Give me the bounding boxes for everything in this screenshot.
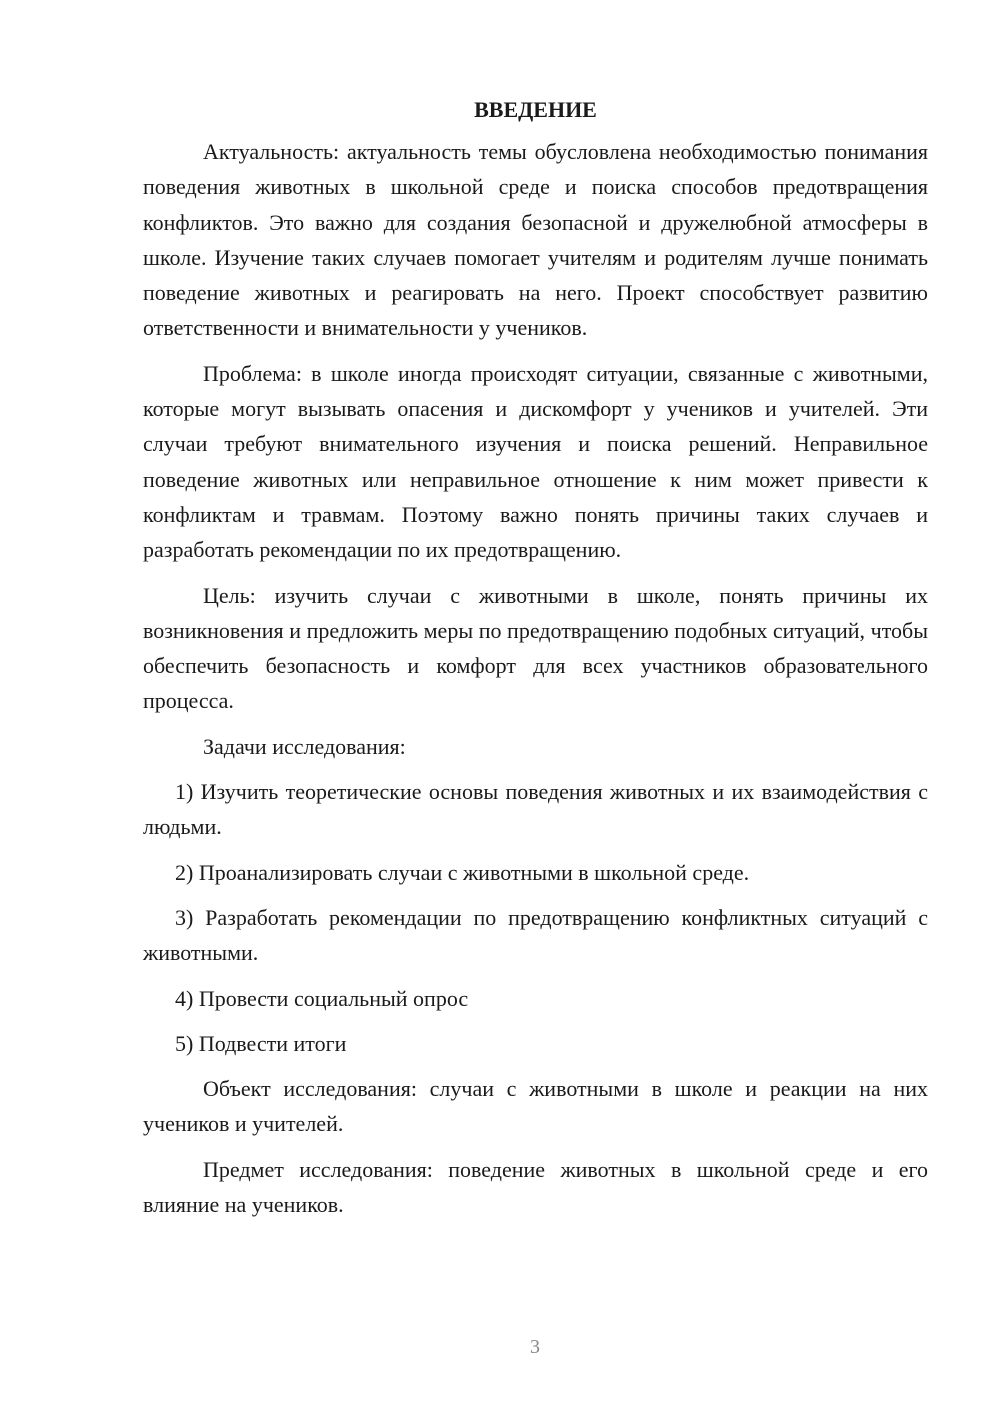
- task-item: 5) Подвести итоги: [175, 1030, 347, 1056]
- section-heading: ВВЕДЕНИЕ: [474, 97, 597, 122]
- paragraph-tasks-intro: Задачи исследования:: [203, 733, 406, 759]
- page-number: 3: [530, 1336, 540, 1358]
- paragraph-problem: Проблема: в школе иногда происходят ситуации, связанные с животными, которые могут вызывать опасения и дискомфорт у учеников и учителей. Эти случаи требуют внимательного изучения и поиска решений. Неправильное поведение животных или неправильное отношение к ним может привести к конфликтам и травмам. Поэтому важно понять причины таких случаев и разработать рекомендации по их предотвращению.: [143, 360, 928, 563]
- paragraph-research-subject: Предмет исследования: поведение животных в школьной среде и его влияние на учеников.: [143, 1156, 928, 1218]
- task-item: 2) Проанализировать случаи с животными в школьной среде.: [175, 859, 750, 885]
- task-item: 1) Изучить теоретические основы поведения животных и их взаимодействия с людьми.: [143, 779, 928, 840]
- document-body: [143, 92, 928, 1232]
- paragraph-goal: Цель: изучить случаи с животными в школе, понять причины их возникновения и предложить меры по предотвращению подобных ситуаций, чтобы обеспечить безопасность и комфорт для всех участников образовательного процесса.: [143, 582, 928, 714]
- task-item: 4) Провести социальный опрос: [175, 985, 469, 1011]
- task-item: 3) Разработать рекомендации по предотвращению конфликтных ситуаций с животными.: [143, 904, 928, 966]
- paragraph-relevance: Актуальность: актуальность темы обусловлена необходимостью понимания поведения животных в школьной среде и поиска способов предотвращения конфликтов. Это важно для создания безопасной и дружелюбной атмосферы в школе. Изучение таких случаев помогает учителям и родителям лучше понимать поведение животных и реагировать на него. Проект способствует развитию ответственности и внимательности у учеников.: [143, 139, 928, 341]
- paragraph-research-object: Объект исследования: случаи с животными в школе и реакции на них учеников и учителей.: [143, 1076, 928, 1137]
